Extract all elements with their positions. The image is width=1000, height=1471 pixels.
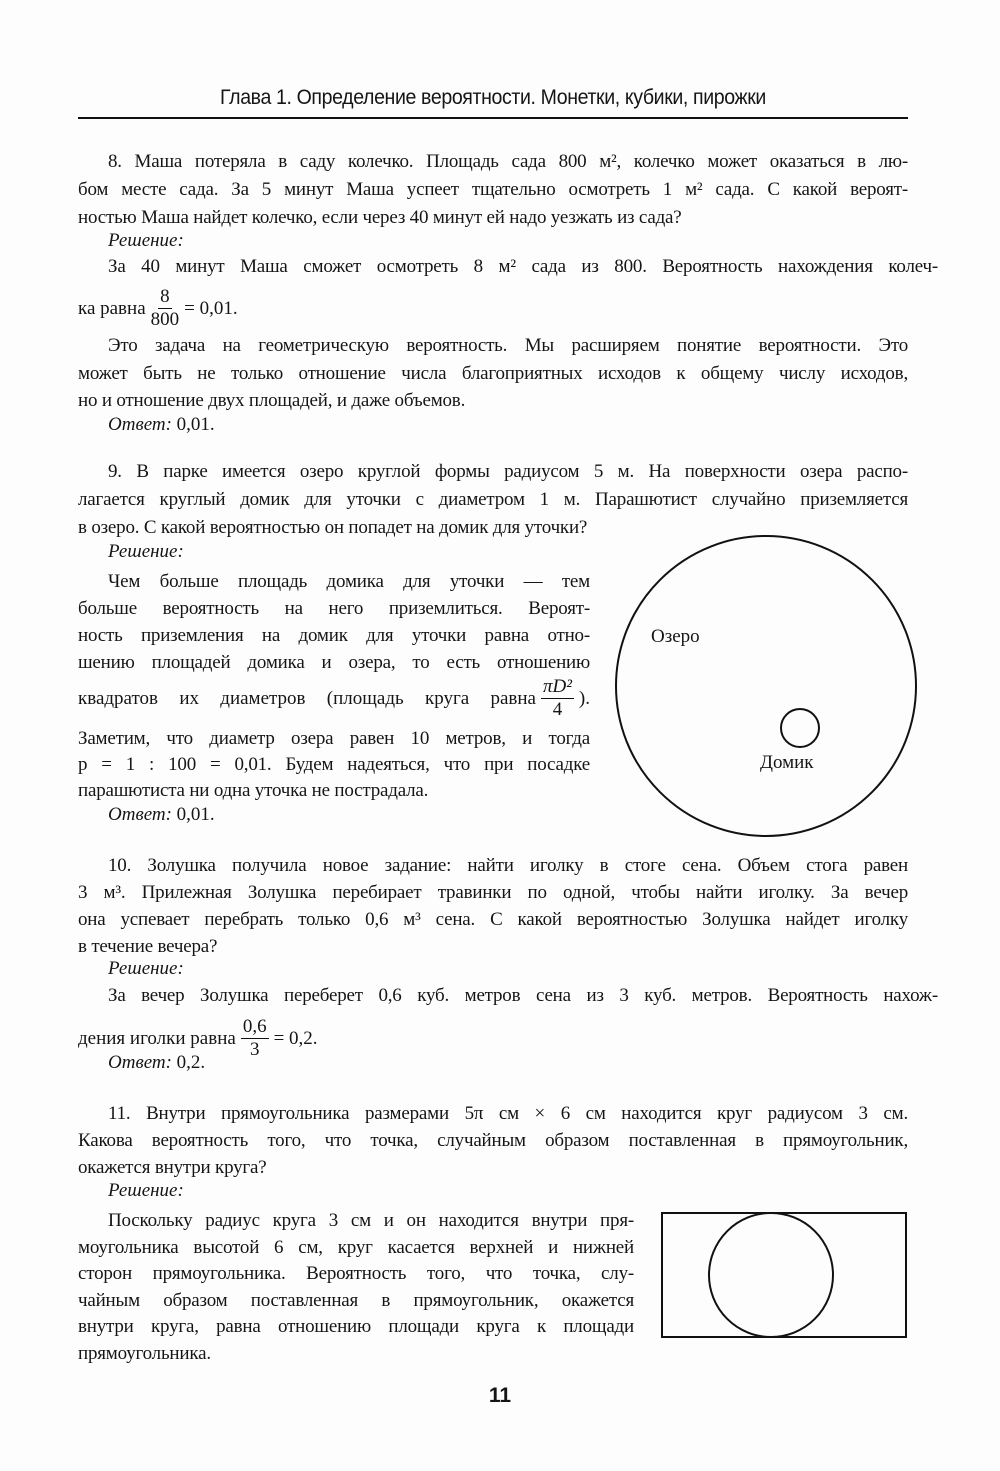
denominator: 800 — [150, 309, 180, 330]
house-label: Домик — [760, 752, 814, 773]
page-number: 11 — [488, 1384, 512, 1407]
text-line: моугольника высотой 6 см, круг касается верхней и нижней — [78, 1236, 634, 1258]
text-line: бом месте сада. За 5 минут Маша успеет тщательно осмотреть 1 м² сада. С какой вероят- — [78, 179, 908, 200]
text-line: может быть не только отношение числа благоприятных исходов к общему числу исходов, — [78, 362, 908, 384]
text: = 0,2. — [273, 1027, 318, 1049]
chapter-header: Глава 1. Определение вероятности. Монетки, кубики, пирожки — [220, 86, 766, 109]
numerator: 0,6 — [242, 1016, 267, 1037]
text-line: 8. Маша потеряла в саду колечко. Площадь сада 800 м², колечко может оказаться в лю- — [108, 151, 908, 172]
text: ка равна — [78, 297, 146, 319]
text-line: За вечер Золушка переберет 0,6 куб. метров сена из 3 куб. метров. Вероятность нахож- — [108, 985, 938, 1006]
text-line: больше вероятность на него приземлиться. Вероят- — [78, 598, 590, 619]
answer-line — [78, 1052, 938, 1074]
problem-11-text — [78, 1100, 908, 1181]
rectangle — [662, 1213, 906, 1337]
text-line: чайным образом поставленная в прямоугольник, окажется — [78, 1289, 634, 1311]
text-line: но и отношение двух площадей, и даже объемов. — [78, 390, 466, 411]
lake-circle — [616, 536, 916, 836]
solution-label: Решение: — [108, 958, 184, 979]
lake-label: Озеро — [651, 626, 700, 647]
text-line: в течение вечера? — [78, 936, 218, 957]
text-line: 10. Золушка получила новое задание: найти иголку в стоге сена. Объем стога равен — [108, 855, 908, 876]
text-line: прямоугольника. — [78, 1342, 211, 1364]
answer-label: Ответ: — [108, 1052, 172, 1073]
numerator: 8 — [160, 286, 170, 307]
problem-10-text — [78, 852, 908, 960]
text: = 0,01. — [184, 297, 238, 319]
answer-value: 0,2. — [176, 1052, 206, 1073]
text-line: она успевает перебрать только 0,6 м³ сена. С какой вероятностью Золушка найдет иголку — [78, 909, 908, 930]
problem-11-solution — [78, 1208, 634, 1368]
numerator: πD² — [542, 676, 572, 697]
text-line: сторон прямоугольника. Вероятность того, что точка, слу- — [78, 1263, 634, 1285]
text-line: окажется внутри круга? — [78, 1157, 267, 1178]
text-line: Поскольку радиус круга 3 см и он находится внутри пря- — [108, 1210, 634, 1231]
text-line: За 40 минут Маша сможет осмотреть 8 м² сада из 800. Вероятность нахождения колеч- — [108, 256, 938, 277]
text: дения иголки равна — [78, 1027, 236, 1049]
text-line: Заметим, что диаметр озера равен 10 метров, и тогда — [78, 728, 590, 749]
text-line: Какова вероятность того, что точка, случайным образом поставленная в прямоугольник, — [78, 1130, 908, 1151]
text-line: ностью Маша найдет колечко, если через 40 минут ей надо уезжать из сада? — [78, 207, 682, 228]
text-line: Чем больше площадь домика для уточки — тем — [108, 571, 590, 592]
text-line: в озеро. С какой вероятностью он попадет на домик для уточки? — [78, 517, 588, 538]
text-line: парашютиста ни одна уточка не пострадала. — [78, 780, 429, 801]
text-line: Это задача на геометрическую вероятность. Мы расширяем понятие вероятности. Это — [108, 335, 908, 356]
solution-label: Решение: — [108, 541, 184, 562]
text-line: внутри круга, равна отношению площади круга к площади — [78, 1316, 634, 1338]
answer-label: Ответ: — [108, 414, 172, 435]
answer-value: 0,01. — [176, 804, 215, 825]
answer-label: Ответ: — [108, 804, 172, 825]
answer-value: 0,01. — [176, 414, 215, 435]
text-line: p = 1 : 100 = 0,01. Будем надеяться, что при посадке — [78, 754, 590, 775]
text-line: лагается круглый домик для уточки с диаметром 1 м. Парашютист случайно приземляется — [78, 489, 908, 510]
inscribed-circle — [709, 1213, 833, 1337]
denominator: 3 — [249, 1039, 260, 1060]
duck-house-circle — [781, 709, 819, 747]
text-line: 9. В парке имеется озеро круглой формы радиусом 5 м. На поверхности озера распо- — [108, 461, 908, 482]
denominator: 4 — [552, 699, 563, 720]
solution-label: Решение: — [108, 1180, 184, 1201]
text-line: 11. Внутри прямоугольника размерами 5π см × 6 см находится круг радиусом 3 см. — [108, 1103, 908, 1124]
text-line: ность приземления на домик для уточки равна отно- — [78, 625, 590, 646]
solution-label: Решение: — [108, 230, 184, 251]
text: квадратов их диаметров (площадь круга равна — [78, 687, 536, 709]
text: ). — [578, 687, 590, 709]
text-line: шению площадей домика и озера, то есть отношению — [78, 652, 590, 673]
text-line: 3 м³. Прилежная Золушка перебирает травинки по одной, чтобы найти иголку. За вечер — [78, 882, 908, 903]
